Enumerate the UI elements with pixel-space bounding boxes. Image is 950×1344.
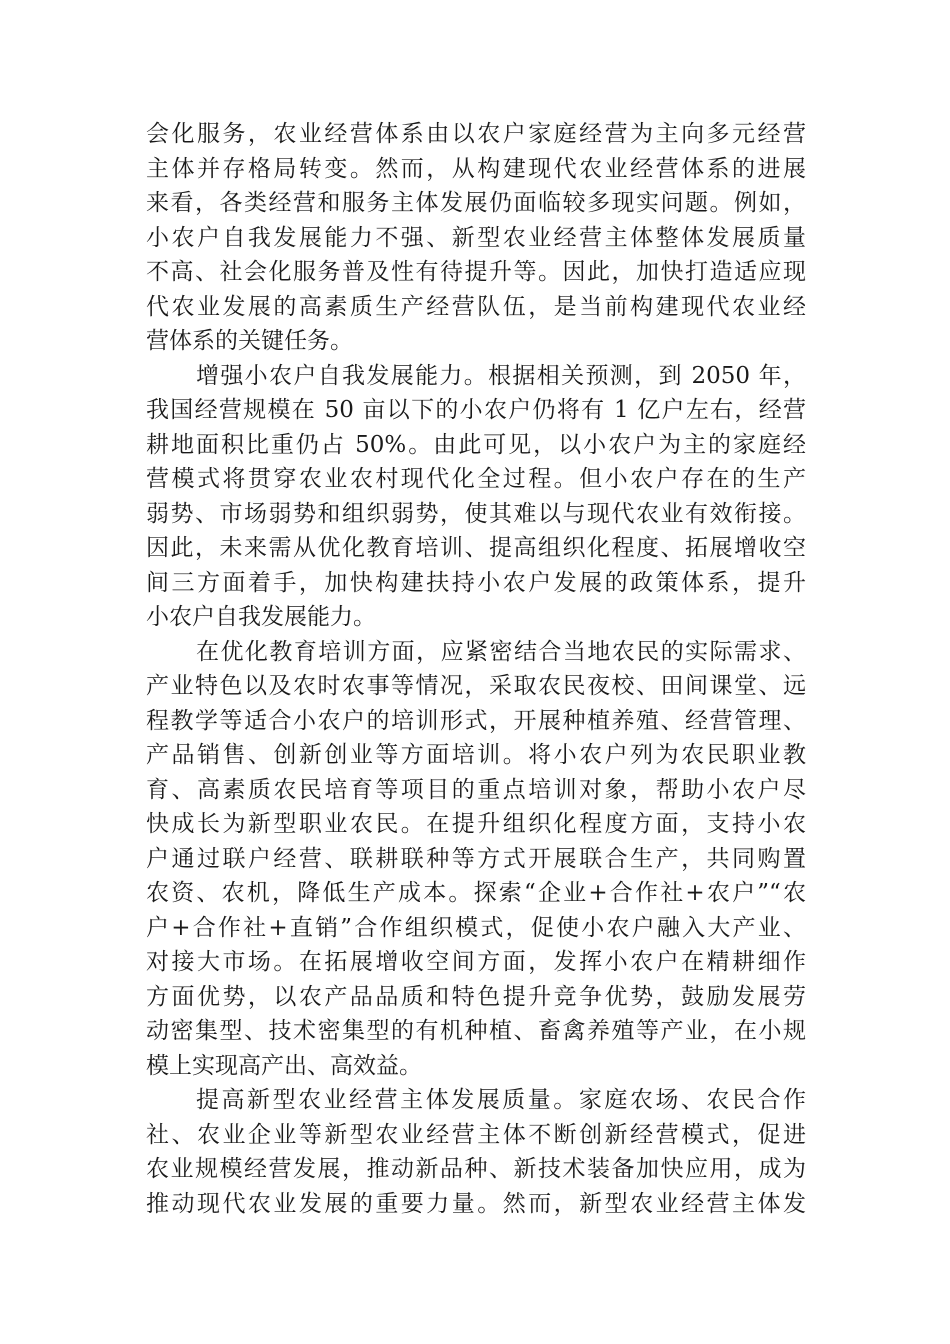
text-line: 小农户自我发展能力。 [146,604,376,630]
text-line: 农资、农机，降低生产成本。探索“企业+合作社+农户”“农 [146,880,806,906]
text-line: 代农业发展的高素质生产经营队伍，是当前构建现代农业经 [146,293,806,320]
text-line: 户+合作社+直销”合作组织模式，促使小农户融入大产业、 [146,914,806,941]
text-line: 户通过联户经营、联耕联种等方式开展联合生产，共同购置 [146,845,806,872]
text-line: 在优化教育培训方面，应紧密结合当地农民的实际需求、 [196,638,806,665]
text-line: 产业特色以及农时农事等情况，采取农民夜校、田间课堂、远 [146,673,806,699]
text-line: 小农户自我发展能力不强、新型农业经营主体整体发展质量 [146,224,806,251]
body-text [146,117,806,1221]
text-line: 因此，未来需从优化教育培训、提高组织化程度、拓展增收空 [146,535,806,561]
text-line: 对接大市场。在拓展增收空间方面，发挥小农户在精耕细作 [146,949,806,975]
text-line: 营模式将贯穿农业农村现代化全过程。但小农户存在的生产 [146,466,806,492]
text-line: 快成长为新型职业农民。在提升组织化程度方面，支持小农 [146,811,806,837]
text-line: 社、农业企业等新型农业经营主体不断创新经营模式，促进 [146,1121,806,1148]
text-line: 产品销售、创新创业等方面培训。将小农户列为农民职业教 [146,742,806,768]
text-line: 营体系的关键任务。 [146,328,353,354]
text-line: 动密集型、技术密集型的有机种植、畜禽养殖等产业，在小规 [146,1018,806,1044]
text-line: 方面优势，以农产品品质和特色提升竞争优势，鼓励发展劳 [146,983,806,1010]
text-line: 间三方面着手，加快构建扶持小农户发展的政策体系，提升 [146,569,806,596]
text-line: 程教学等适合小农户的培训形式，开展种植养殖、经营管理、 [146,707,806,734]
text-line: 会化服务，农业经营体系由以农户家庭经营为主向多元经营 [146,121,806,147]
text-line: 来看，各类经营和服务主体发展仍面临较多现实问题。例如， [146,190,806,216]
text-line: 推动现代农业发展的重要力量。然而，新型农业经营主体发 [146,1190,806,1217]
text-line: 提高新型农业经营主体发展质量。家庭农场、农民合作 [196,1087,806,1113]
text-line: 农业规模经营发展，推动新品种、新技术装备加快应用，成为 [146,1156,806,1182]
text-line: 耕地面积比重仍占 50%。由此可见，以小农户为主的家庭经 [146,431,806,458]
text-line: 不高、社会化服务普及性有待提升等。因此，加快打造适应现 [146,259,806,285]
text-line: 模上实现高产出、高效益。 [146,1052,422,1079]
text-line: 增强小农户自我发展能力。根据相关预测，到 2050 年， [196,362,806,389]
text-line: 弱势、市场弱势和组织弱势，使其难以与现代农业有效衔接。 [146,500,806,527]
text-line: 育、高素质农民培育等项目的重点培训对象，帮助小农户尽 [146,776,806,803]
text-line: 我国经营规模在 50 亩以下的小农户仍将有 1 亿户左右，经营 [146,397,806,423]
text-line: 主体并存格局转变。然而，从构建现代农业经营体系的进展 [146,155,806,182]
